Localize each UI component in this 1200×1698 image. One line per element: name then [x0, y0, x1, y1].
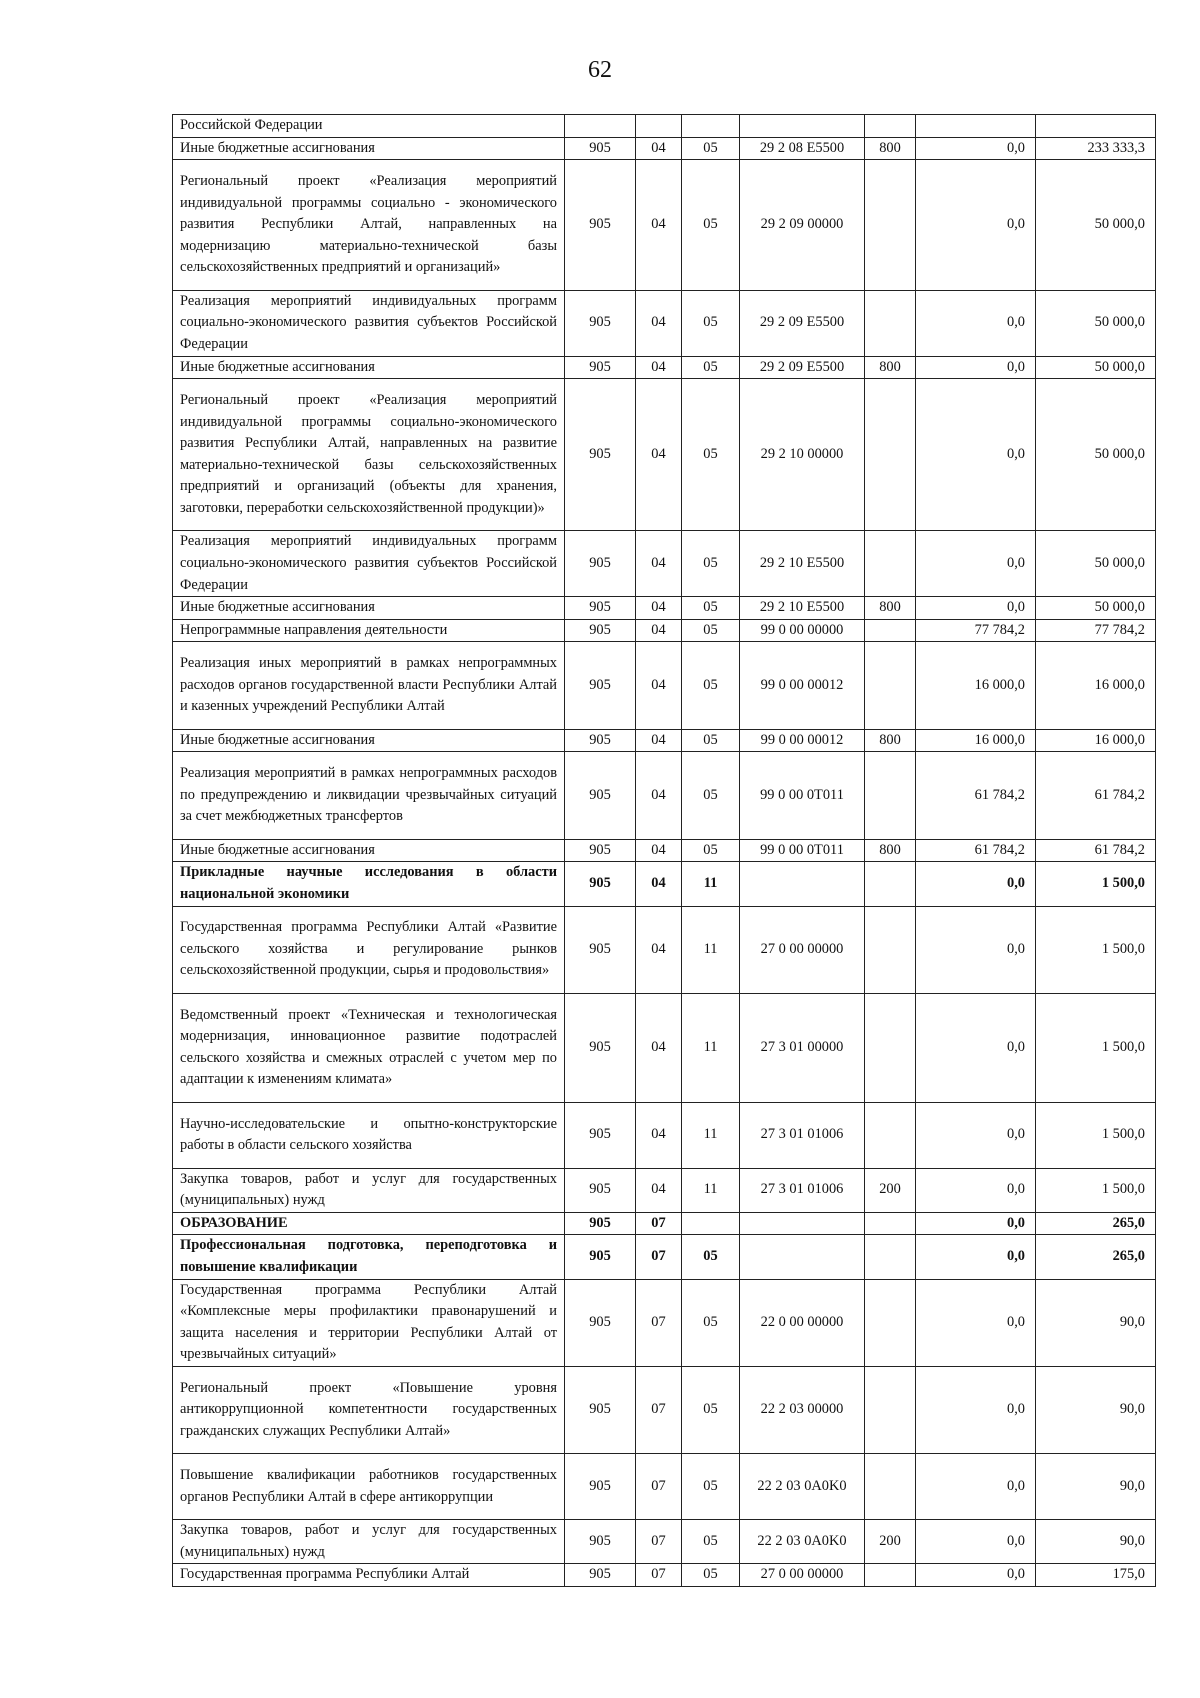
- row-expense-type: 800: [865, 597, 916, 620]
- row-admin-code: 905: [565, 619, 636, 642]
- row-sum-1: 0,0: [916, 1168, 1036, 1212]
- row-admin-code: 905: [565, 1279, 636, 1366]
- row-admin-code: 905: [565, 1235, 636, 1279]
- row-name: Иные бюджетные ассигнования: [173, 597, 565, 620]
- row-sum-2: 1 500,0: [1036, 1102, 1156, 1168]
- row-subsection-code: 05: [682, 619, 740, 642]
- table-row: [173, 115, 1156, 138]
- row-subsection-code: 05: [682, 1454, 740, 1520]
- row-expense-type: [865, 1212, 916, 1235]
- row-sum-1: 16 000,0: [916, 642, 1036, 729]
- row-section-code: 07: [636, 1212, 682, 1235]
- row-section-code: 04: [636, 619, 682, 642]
- row-section-code: [636, 115, 682, 138]
- row-target-code: 27 3 01 01006: [740, 1102, 865, 1168]
- table-row: [173, 729, 1156, 752]
- row-sum-1: 0,0: [916, 1520, 1036, 1564]
- row-section-code: 04: [636, 752, 682, 839]
- row-section-code: 04: [636, 356, 682, 379]
- table-row: [173, 862, 1156, 906]
- row-sum-1: 0,0: [916, 1102, 1036, 1168]
- row-subsection-code: 05: [682, 379, 740, 531]
- row-sum-1: 0,0: [916, 356, 1036, 379]
- table-row: [173, 597, 1156, 620]
- row-subsection-code: 05: [682, 160, 740, 291]
- row-subsection-code: 05: [682, 1367, 740, 1454]
- row-name: Научно-исследовательские и опытно-конструкторские работы в области сельского хозяйства: [173, 1102, 565, 1168]
- row-section-code: 04: [636, 379, 682, 531]
- row-target-code: 27 0 00 00000: [740, 906, 865, 993]
- row-expense-type: [865, 1279, 916, 1366]
- row-expense-type: [865, 906, 916, 993]
- row-target-code: [740, 115, 865, 138]
- row-name: Иные бюджетные ассигнования: [173, 729, 565, 752]
- row-sum-2: 265,0: [1036, 1235, 1156, 1279]
- row-section-code: 07: [636, 1235, 682, 1279]
- row-expense-type: [865, 862, 916, 906]
- row-subsection-code: 05: [682, 1564, 740, 1587]
- row-subsection-code: 11: [682, 1168, 740, 1212]
- row-name: Иные бюджетные ассигнования: [173, 839, 565, 862]
- table-row: [173, 752, 1156, 839]
- row-name: Реализация иных мероприятий в рамках непрограммных расходов органов государственной власти Республики Алтай и казенных учреждений Республики Алтай: [173, 642, 565, 729]
- row-subsection-code: [682, 115, 740, 138]
- row-subsection-code: 05: [682, 1279, 740, 1366]
- row-admin-code: 905: [565, 906, 636, 993]
- row-name: Региональный проект «Реализация мероприятий индивидуальной программы социально - экономического развития Республики Алтай, направленных на модернизацию материально-технической базы сельскохозяйственных предприятий и организаций»: [173, 160, 565, 291]
- row-target-code: 29 2 09 00000: [740, 160, 865, 291]
- row-sum-1: 0,0: [916, 1235, 1036, 1279]
- row-section-code: 07: [636, 1564, 682, 1587]
- row-expense-type: [865, 160, 916, 291]
- row-sum-2: 50 000,0: [1036, 379, 1156, 531]
- row-sum-1: 61 784,2: [916, 752, 1036, 839]
- row-admin-code: 905: [565, 1168, 636, 1212]
- row-admin-code: 905: [565, 1102, 636, 1168]
- row-admin-code: 905: [565, 290, 636, 356]
- row-name: Государственная программа Республики Алтай «Развитие сельского хозяйства и регулирование рынков сельскохозяйственной продукции, сырья и продовольствия»: [173, 906, 565, 993]
- row-sum-1: [916, 115, 1036, 138]
- row-admin-code: 905: [565, 1564, 636, 1587]
- row-section-code: 04: [636, 160, 682, 291]
- row-subsection-code: 05: [682, 356, 740, 379]
- row-admin-code: 905: [565, 531, 636, 597]
- table-row: [173, 1212, 1156, 1235]
- row-expense-type: 800: [865, 839, 916, 862]
- row-target-code: 22 2 03 00000: [740, 1367, 865, 1454]
- row-name: Иные бюджетные ассигнования: [173, 356, 565, 379]
- row-sum-2: 1 500,0: [1036, 1168, 1156, 1212]
- row-sum-2: 50 000,0: [1036, 290, 1156, 356]
- row-sum-2: [1036, 115, 1156, 138]
- row-subsection-code: [682, 1212, 740, 1235]
- row-section-code: 07: [636, 1454, 682, 1520]
- row-target-code: 29 2 10 E5500: [740, 597, 865, 620]
- row-expense-type: 800: [865, 356, 916, 379]
- row-admin-code: 905: [565, 356, 636, 379]
- row-expense-type: [865, 531, 916, 597]
- row-name: Повышение квалификации работников государственных органов Республики Алтай в сфере антикоррупции: [173, 1454, 565, 1520]
- row-subsection-code: 05: [682, 729, 740, 752]
- row-subsection-code: 11: [682, 993, 740, 1102]
- row-admin-code: [565, 115, 636, 138]
- row-sum-1: 16 000,0: [916, 729, 1036, 752]
- row-section-code: 04: [636, 642, 682, 729]
- table-row: [173, 1564, 1156, 1587]
- row-sum-2: 1 500,0: [1036, 993, 1156, 1102]
- row-target-code: 99 0 00 0T011: [740, 839, 865, 862]
- row-sum-1: 0,0: [916, 531, 1036, 597]
- table-row: [173, 1454, 1156, 1520]
- row-admin-code: 905: [565, 379, 636, 531]
- row-sum-2: 1 500,0: [1036, 906, 1156, 993]
- row-subsection-code: 05: [682, 1235, 740, 1279]
- row-name: Региональный проект «Повышение уровня антикоррупционной компетентности государственных гражданских служащих Республики Алтай»: [173, 1367, 565, 1454]
- row-expense-type: [865, 993, 916, 1102]
- row-sum-1: 0,0: [916, 1454, 1036, 1520]
- table-row: [173, 1367, 1156, 1454]
- row-sum-2: 16 000,0: [1036, 642, 1156, 729]
- row-expense-type: 200: [865, 1520, 916, 1564]
- table-row: [173, 531, 1156, 597]
- row-section-code: 07: [636, 1367, 682, 1454]
- row-sum-2: 77 784,2: [1036, 619, 1156, 642]
- row-name: Закупка товаров, работ и услуг для государственных (муниципальных) нужд: [173, 1520, 565, 1564]
- row-sum-1: 0,0: [916, 137, 1036, 160]
- row-sum-2: 50 000,0: [1036, 160, 1156, 291]
- row-sum-2: 265,0: [1036, 1212, 1156, 1235]
- row-sum-2: 90,0: [1036, 1279, 1156, 1366]
- row-target-code: 29 2 10 00000: [740, 379, 865, 531]
- row-expense-type: 200: [865, 1168, 916, 1212]
- table-row: [173, 1168, 1156, 1212]
- table-row: [173, 1279, 1156, 1366]
- row-sum-1: 0,0: [916, 597, 1036, 620]
- table-row: [173, 1235, 1156, 1279]
- row-name: Ведомственный проект «Техническая и технологическая модернизация, инновационное развитие подотраслей сельского хозяйства и смежных отраслей с учетом мер по адаптации к изменениям климата»: [173, 993, 565, 1102]
- row-section-code: 04: [636, 729, 682, 752]
- row-expense-type: [865, 379, 916, 531]
- row-admin-code: 905: [565, 993, 636, 1102]
- table-row: [173, 160, 1156, 291]
- row-sum-2: 61 784,2: [1036, 752, 1156, 839]
- table-row: [173, 290, 1156, 356]
- row-name: Профессиональная подготовка, переподготовка и повышение квалификации: [173, 1235, 565, 1279]
- table-row: [173, 619, 1156, 642]
- row-expense-type: [865, 752, 916, 839]
- row-section-code: 04: [636, 862, 682, 906]
- row-sum-1: 0,0: [916, 1564, 1036, 1587]
- row-name: Реализация мероприятий индивидуальных программ социально-экономического развития субъектов Российской Федерации: [173, 531, 565, 597]
- row-sum-1: 0,0: [916, 1212, 1036, 1235]
- row-target-code: 22 0 00 00000: [740, 1279, 865, 1366]
- row-subsection-code: 05: [682, 642, 740, 729]
- row-section-code: 04: [636, 1168, 682, 1212]
- row-section-code: 04: [636, 993, 682, 1102]
- row-target-code: 22 2 03 0A0K0: [740, 1454, 865, 1520]
- row-sum-2: 90,0: [1036, 1367, 1156, 1454]
- row-section-code: 04: [636, 1102, 682, 1168]
- table-row: [173, 379, 1156, 531]
- row-subsection-code: 05: [682, 597, 740, 620]
- row-target-code: 27 0 00 00000: [740, 1564, 865, 1587]
- row-sum-1: 0,0: [916, 290, 1036, 356]
- row-sum-2: 1 500,0: [1036, 862, 1156, 906]
- row-expense-type: 800: [865, 729, 916, 752]
- row-section-code: 04: [636, 597, 682, 620]
- row-subsection-code: 05: [682, 137, 740, 160]
- row-target-code: 29 2 08 E5500: [740, 137, 865, 160]
- row-sum-1: 0,0: [916, 993, 1036, 1102]
- row-sum-1: 61 784,2: [916, 839, 1036, 862]
- row-expense-type: [865, 619, 916, 642]
- table-row: [173, 906, 1156, 993]
- row-sum-2: 50 000,0: [1036, 356, 1156, 379]
- table-row: [173, 356, 1156, 379]
- table-row: [173, 642, 1156, 729]
- budget-table-body: [173, 115, 1156, 1587]
- row-section-code: 07: [636, 1520, 682, 1564]
- row-name: Реализация мероприятий в рамках непрограммных расходов по предупреждению и ликвидации чрезвычайных ситуаций за счет межбюджетных трансфертов: [173, 752, 565, 839]
- row-admin-code: 905: [565, 1520, 636, 1564]
- row-expense-type: [865, 1102, 916, 1168]
- row-name: Российской Федерации: [173, 115, 565, 138]
- row-target-code: 99 0 00 0T011: [740, 752, 865, 839]
- row-sum-1: 77 784,2: [916, 619, 1036, 642]
- row-subsection-code: 05: [682, 752, 740, 839]
- row-target-code: 22 2 03 0A0K0: [740, 1520, 865, 1564]
- row-sum-2: 61 784,2: [1036, 839, 1156, 862]
- row-subsection-code: 05: [682, 839, 740, 862]
- row-subsection-code: 11: [682, 862, 740, 906]
- row-name: Реализация мероприятий индивидуальных программ социально-экономического развития субъектов Российской Федерации: [173, 290, 565, 356]
- row-expense-type: [865, 642, 916, 729]
- table-row: [173, 993, 1156, 1102]
- row-admin-code: 905: [565, 597, 636, 620]
- row-sum-1: 0,0: [916, 906, 1036, 993]
- row-expense-type: [865, 1367, 916, 1454]
- row-expense-type: [865, 1564, 916, 1587]
- row-name: Закупка товаров, работ и услуг для государственных (муниципальных) нужд: [173, 1168, 565, 1212]
- row-name: Государственная программа Республики Алтай: [173, 1564, 565, 1587]
- table-row: [173, 839, 1156, 862]
- row-sum-2: 90,0: [1036, 1520, 1156, 1564]
- row-sum-2: 233 333,3: [1036, 137, 1156, 160]
- row-subsection-code: 05: [682, 531, 740, 597]
- row-admin-code: 905: [565, 137, 636, 160]
- row-target-code: [740, 862, 865, 906]
- row-sum-2: 50 000,0: [1036, 597, 1156, 620]
- row-sum-2: 50 000,0: [1036, 531, 1156, 597]
- row-target-code: 99 0 00 00012: [740, 642, 865, 729]
- row-expense-type: [865, 1235, 916, 1279]
- row-subsection-code: 05: [682, 1520, 740, 1564]
- row-target-code: 99 0 00 00012: [740, 729, 865, 752]
- row-target-code: 29 2 10 E5500: [740, 531, 865, 597]
- row-section-code: 04: [636, 906, 682, 993]
- row-admin-code: 905: [565, 1212, 636, 1235]
- row-section-code: 07: [636, 1279, 682, 1366]
- row-target-code: 99 0 00 00000: [740, 619, 865, 642]
- row-sum-2: 90,0: [1036, 1454, 1156, 1520]
- row-section-code: 04: [636, 531, 682, 597]
- row-sum-1: 0,0: [916, 379, 1036, 531]
- row-target-code: [740, 1212, 865, 1235]
- row-sum-2: 16 000,0: [1036, 729, 1156, 752]
- row-target-code: 27 3 01 00000: [740, 993, 865, 1102]
- row-admin-code: 905: [565, 1454, 636, 1520]
- row-sum-1: 0,0: [916, 160, 1036, 291]
- row-sum-1: 0,0: [916, 1279, 1036, 1366]
- row-expense-type: 800: [865, 137, 916, 160]
- row-name: Иные бюджетные ассигнования: [173, 137, 565, 160]
- row-name: Непрограммные направления деятельности: [173, 619, 565, 642]
- row-subsection-code: 11: [682, 1102, 740, 1168]
- table-row: [173, 1102, 1156, 1168]
- budget-table: [172, 114, 1156, 1587]
- table-row: [173, 1520, 1156, 1564]
- row-admin-code: 905: [565, 862, 636, 906]
- row-target-code: 29 2 09 E5500: [740, 290, 865, 356]
- row-subsection-code: 05: [682, 290, 740, 356]
- row-subsection-code: 11: [682, 906, 740, 993]
- row-admin-code: 905: [565, 839, 636, 862]
- row-section-code: 04: [636, 137, 682, 160]
- row-target-code: 29 2 09 E5500: [740, 356, 865, 379]
- row-sum-1: 0,0: [916, 862, 1036, 906]
- row-sum-2: 175,0: [1036, 1564, 1156, 1587]
- row-admin-code: 905: [565, 642, 636, 729]
- row-target-code: 27 3 01 01006: [740, 1168, 865, 1212]
- row-expense-type: [865, 290, 916, 356]
- row-expense-type: [865, 115, 916, 138]
- row-name: Региональный проект «Реализация мероприятий индивидуальной программы социально-экономического развития Республики Алтай, направленных на развитие материально-технической базы сельскохозяйственных предприятий и организаций (объекты для хранения, заготовки, переработки сельскохозяйственной продукции)»: [173, 379, 565, 531]
- row-section-code: 04: [636, 839, 682, 862]
- page-number: 62: [588, 57, 612, 83]
- row-admin-code: 905: [565, 1367, 636, 1454]
- table-row: [173, 137, 1156, 160]
- row-name: Государственная программа Республики Алтай «Комплексные меры профилактики правонарушений и защита населения и территории Республики Алтай от чрезвычайных ситуаций»: [173, 1279, 565, 1366]
- row-section-code: 04: [636, 290, 682, 356]
- row-target-code: [740, 1235, 865, 1279]
- row-admin-code: 905: [565, 160, 636, 291]
- row-sum-1: 0,0: [916, 1367, 1036, 1454]
- row-name: ОБРАЗОВАНИЕ: [173, 1212, 565, 1235]
- row-expense-type: [865, 1454, 916, 1520]
- row-name: Прикладные научные исследования в области национальной экономики: [173, 862, 565, 906]
- row-admin-code: 905: [565, 729, 636, 752]
- row-admin-code: 905: [565, 752, 636, 839]
